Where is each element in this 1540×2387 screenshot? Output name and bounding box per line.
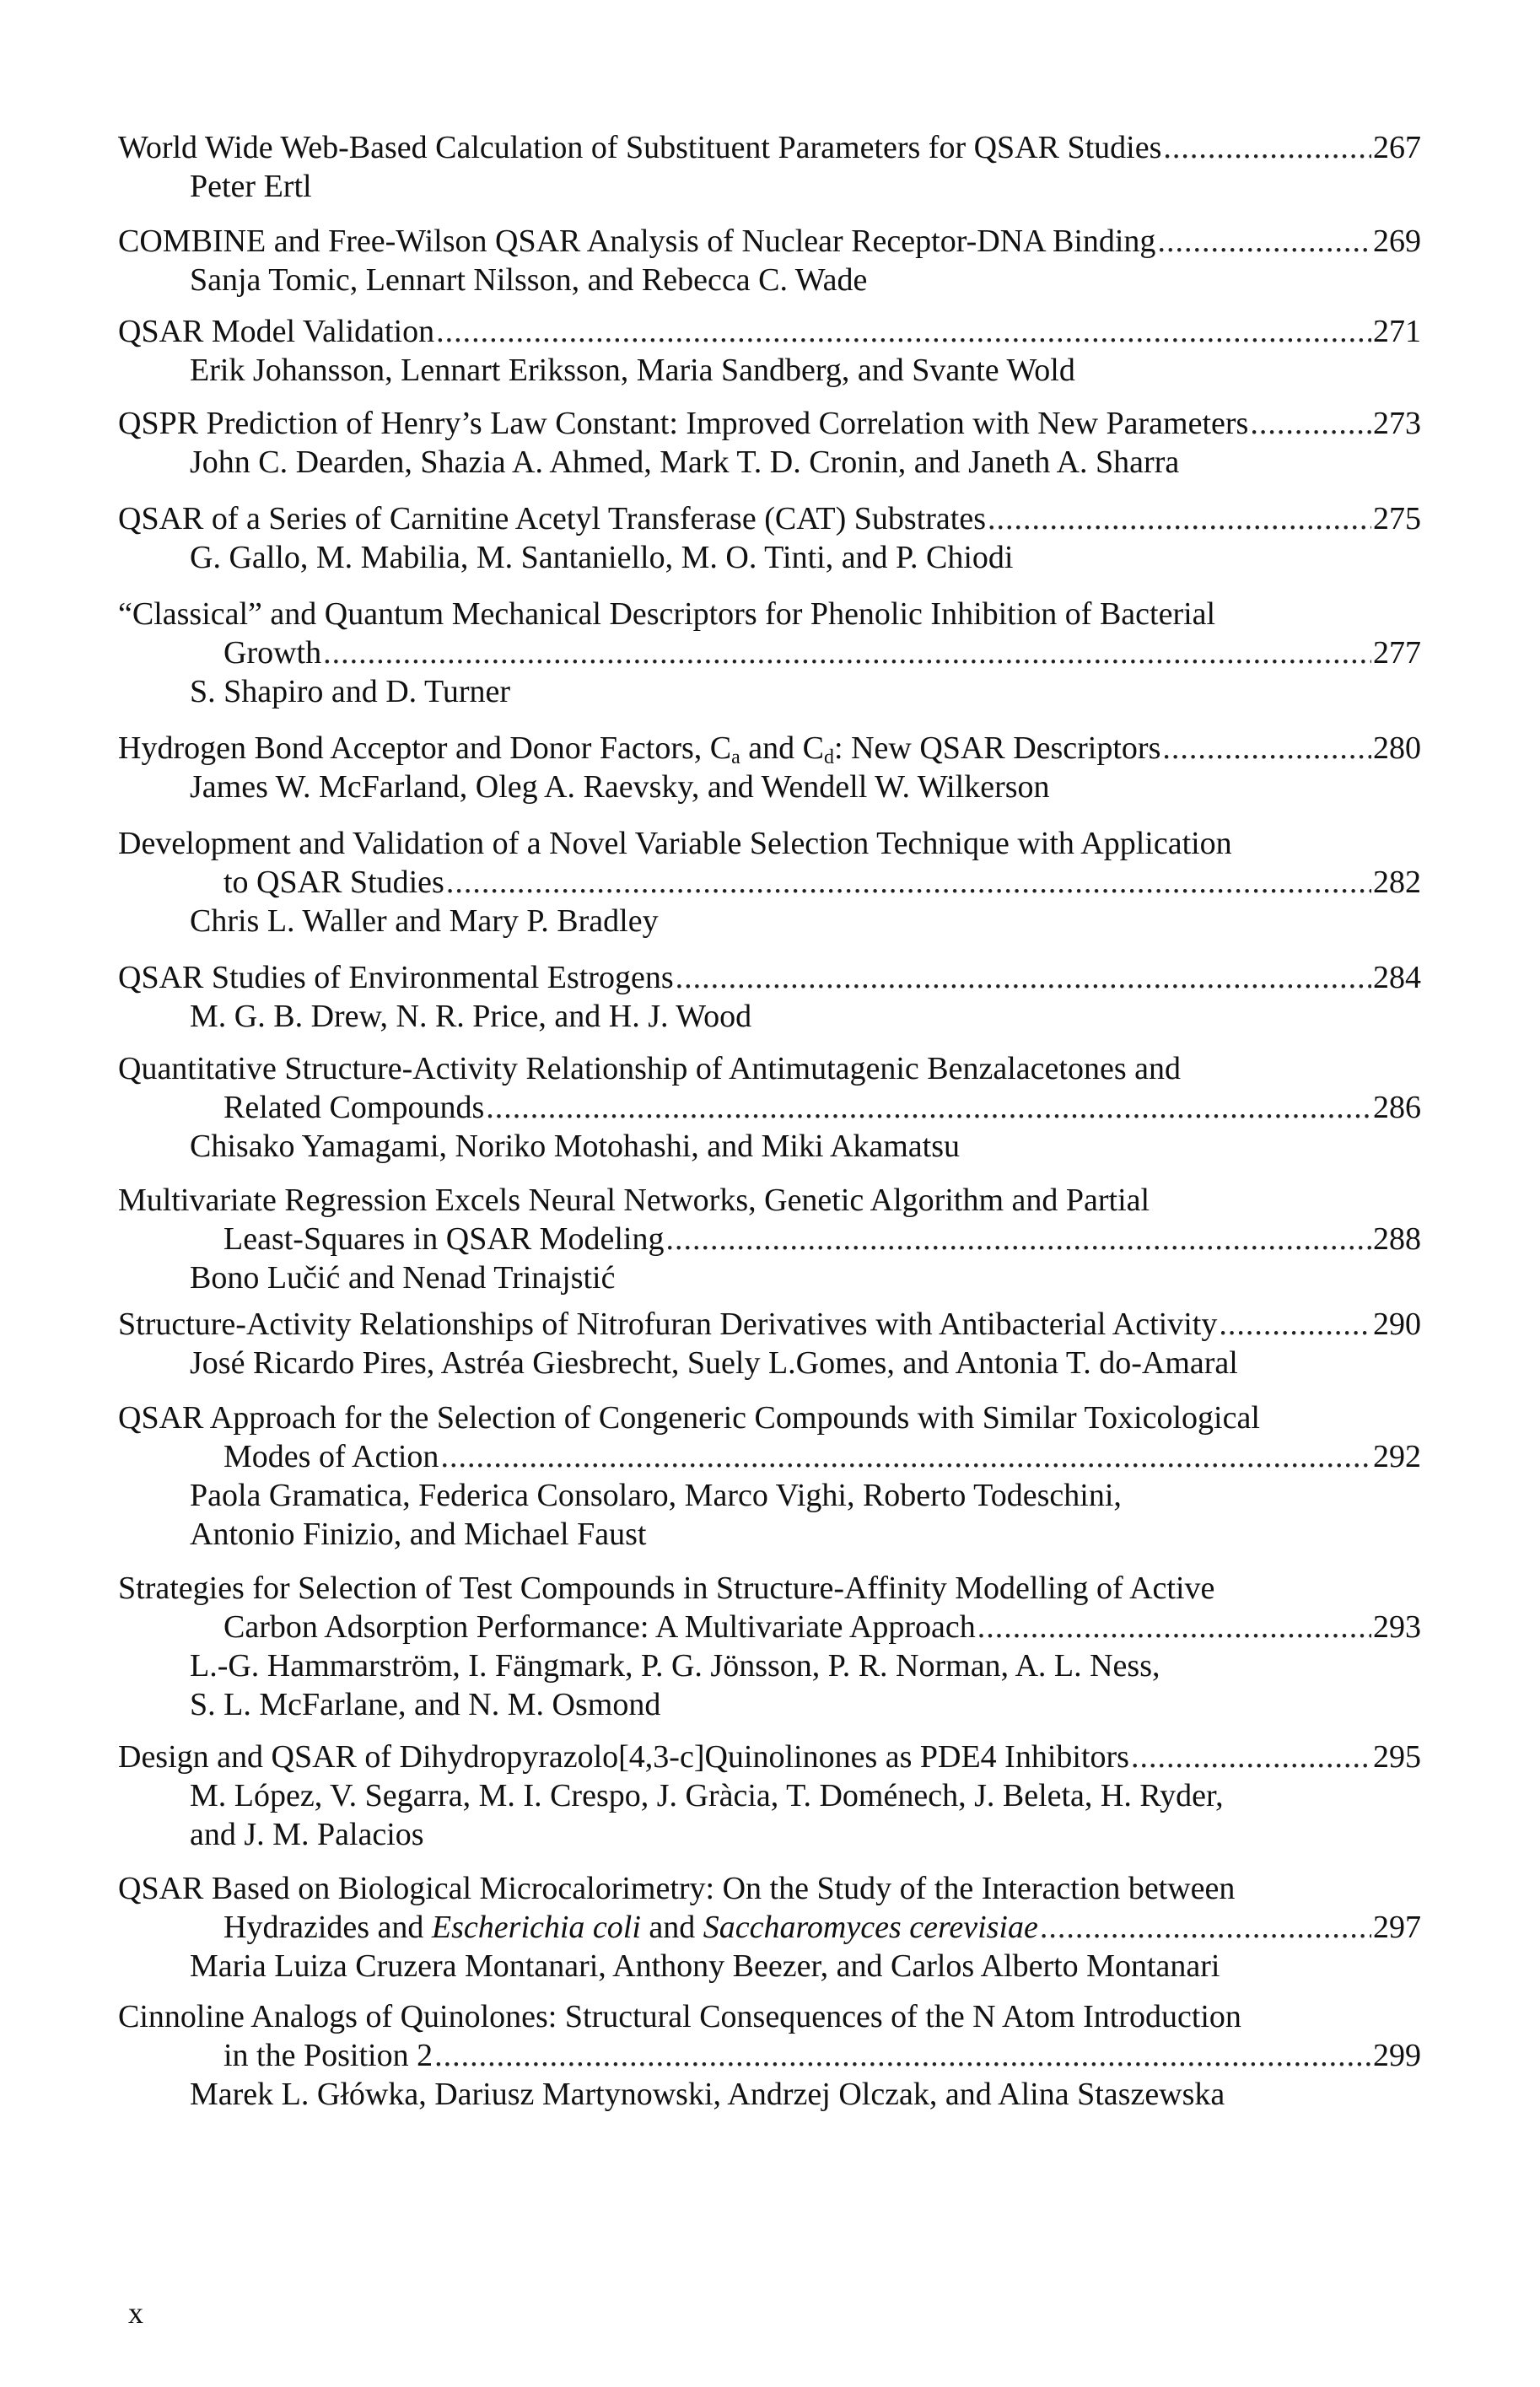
toc-entry: [118, 729, 1421, 806]
page-number: 286: [1373, 1090, 1421, 1125]
dot-leader: [440, 1437, 1371, 1476]
entry-authors: Sanja Tomic, Lennart Nilsson, and Rebecca C. Wade: [190, 262, 868, 298]
entry-authors: G. Gallo, M. Mabilia, M. Santaniello, M. O. Tinti, and P. Chiodi: [190, 540, 1014, 575]
entry-title: Modes of Action: [223, 1439, 439, 1474]
toc-entry: [118, 1997, 1421, 2114]
entry-title: QSAR Approach for the Selection of Congeneric Compounds with Similar Toxicological: [118, 1400, 1260, 1436]
page-number: 275: [1373, 501, 1421, 536]
entry-authors: L.-G. Hammarström, I. Fängmark, P. G. Jönsson, P. R. Norman, A. L. Ness,: [190, 1648, 1160, 1684]
page-number: 295: [1373, 1739, 1421, 1775]
entry-title: QSAR Studies of Environmental Estrogens: [118, 960, 674, 995]
toc-entry: [118, 958, 1421, 1036]
entry-title: QSAR Based on Biological Microcalorimetry: On the Study of the Interaction between: [118, 1871, 1236, 1906]
entry-authors: Erik Johansson, Lennart Eriksson, Maria Sandberg, and Svante Wold: [190, 353, 1075, 388]
entry-title-line: [118, 863, 1421, 902]
entry-authors: Bono Lučić and Nenad Trinajstić: [190, 1260, 616, 1296]
subscript-d: d: [824, 746, 835, 768]
page-number: 277: [1373, 635, 1421, 671]
toc-entry: [118, 1398, 1421, 1554]
entry-authors: Antonio Finizio, and Michael Faust: [190, 1517, 647, 1552]
page-number: 292: [1373, 1439, 1421, 1474]
entry-title-line: [118, 1608, 1421, 1646]
entry-title: Related Compounds: [223, 1090, 485, 1125]
page-number: 269: [1373, 224, 1421, 259]
entry-title-part: : New QSAR Descriptors: [834, 730, 1161, 766]
dot-leader: [434, 2036, 1371, 2075]
page-number: 273: [1373, 406, 1421, 441]
entry-title-line: [118, 633, 1421, 672]
page-folio: x: [128, 2296, 143, 2330]
dot-leader: [1040, 1908, 1371, 1947]
entry-title-line: [118, 1398, 1421, 1437]
entry-title-part: Hydrogen Bond Acceptor and Donor Factors, C: [118, 730, 732, 766]
entry-title: Growth: [223, 635, 322, 671]
toc-entry: [118, 1049, 1421, 1166]
entry-title: Design and QSAR of Dihydropyrazolo[4,3-c]Quinolinones as PDE4 Inhibitors: [118, 1739, 1129, 1775]
entry-title-line: [118, 729, 1421, 768]
entry-authors: Chris L. Waller and Mary P. Bradley: [190, 903, 659, 939]
page-number: 271: [1373, 314, 1421, 349]
entry-title-line: [118, 1088, 1421, 1127]
dot-leader: [676, 958, 1371, 997]
entry-title-line: [118, 1908, 1421, 1947]
toc-entry: [118, 499, 1421, 577]
entry-title: QSAR of a Series of Carnitine Acetyl Transferase (CAT) Substrates: [118, 501, 987, 536]
toc-entry: [118, 128, 1421, 206]
dot-leader: [1250, 404, 1371, 443]
dot-leader: [486, 1088, 1371, 1127]
entry-title-line: [118, 2036, 1421, 2075]
entry-authors: Marek L. Główka, Dariusz Martynowski, Andrzej Olczak, and Alina Staszewska: [190, 2077, 1225, 2112]
entry-title-part: and: [640, 1910, 703, 1945]
entry-title: Development and Validation of a Novel Variable Selection Technique with Application: [118, 826, 1232, 861]
entry-title: QSPR Prediction of Henry’s Law Constant: Improved Correlation with New Parameters: [118, 406, 1249, 441]
entry-title: Quantitative Structure-Activity Relationship of Antimutagenic Benzalacetones and: [118, 1051, 1181, 1086]
entry-title-part: and C: [740, 730, 825, 766]
entry-authors: M. G. B. Drew, N. R. Price, and H. J. Wood: [190, 999, 752, 1034]
entry-title-line: [118, 128, 1421, 167]
species-name: Saccharomyces cerevisiae: [703, 1910, 1038, 1945]
entry-title: Multivariate Regression Excels Neural Networks, Genetic Algorithm and Partial: [118, 1183, 1150, 1218]
entry-title-line: [118, 1997, 1421, 2036]
entry-title: COMBINE and Free-Wilson QSAR Analysis of Nuclear Receptor-DNA Binding: [118, 224, 1156, 259]
entry-title-line: [118, 1869, 1421, 1908]
dot-leader: [1162, 729, 1371, 768]
entry-authors: James W. McFarland, Oleg A. Raevsky, and Wendell W. Wilkerson: [190, 769, 1050, 805]
entry-title-line: [118, 1049, 1421, 1088]
subscript-a: a: [731, 746, 740, 768]
entry-authors: S. L. McFarlane, and N. M. Osmond: [190, 1687, 661, 1722]
entry-title-line: [118, 1738, 1421, 1776]
toc-entry: [118, 1569, 1421, 1724]
toc-entry: [118, 595, 1421, 711]
toc-entry: [118, 1869, 1421, 1986]
page-number: 267: [1373, 130, 1421, 165]
toc-entry: [118, 1305, 1421, 1382]
entry-title-line: [118, 499, 1421, 538]
entry-title-line: [118, 312, 1421, 351]
entry-title-line: [118, 222, 1421, 261]
entry-title: Carbon Adsorption Performance: A Multivariate Approach: [223, 1609, 976, 1645]
dot-leader: [323, 633, 1371, 672]
entry-authors: Maria Luiza Cruzera Montanari, Anthony Beezer, and Carlos Alberto Montanari: [190, 1948, 1220, 1984]
entry-authors: and J. M. Palacios: [190, 1817, 424, 1852]
toc-entry: [118, 824, 1421, 940]
page-number: 288: [1373, 1221, 1421, 1257]
entry-title: to QSAR Studies: [223, 865, 444, 900]
entry-authors: John C. Dearden, Shazia A. Ahmed, Mark T. D. Cronin, and Janeth A. Sharra: [190, 445, 1180, 480]
entry-title-part: Hydrazides and: [223, 1910, 432, 1945]
entry-authors: Chisako Yamagami, Noriko Motohashi, and Miki Akamatsu: [190, 1129, 961, 1164]
entry-authors: José Ricardo Pires, Astréa Giesbrecht, Suely L.Gomes, and Antonia T. do-Amaral: [190, 1345, 1238, 1381]
entry-title: World Wide Web-Based Calculation of Substituent Parameters for QSAR Studies: [118, 130, 1162, 165]
entry-title-line: [118, 824, 1421, 863]
entry-title-line: [118, 1569, 1421, 1608]
entry-title-line: [118, 1220, 1421, 1258]
dot-leader: [1219, 1305, 1371, 1344]
entry-title: Strategies for Selection of Test Compounds in Structure-Affinity Modelling of Active: [118, 1571, 1215, 1606]
entry-title-line: [118, 1181, 1421, 1220]
dot-leader: [665, 1220, 1371, 1258]
toc-entry: [118, 312, 1421, 390]
dot-leader: [1163, 128, 1371, 167]
entry-title: [223, 1908, 1038, 1947]
entry-title-line: [118, 404, 1421, 443]
entry-title: Cinnoline Analogs of Quinolones: Structural Consequences of the N Atom Introduction: [118, 1999, 1241, 2034]
toc-entry: [118, 1738, 1421, 1854]
entry-authors: Paola Gramatica, Federica Consolaro, Marco Vighi, Roberto Todeschini,: [190, 1478, 1122, 1513]
entry-title-line: [118, 958, 1421, 997]
entry-title-line: [118, 1437, 1421, 1476]
page-number: 297: [1373, 1910, 1421, 1945]
species-name: Escherichia coli: [431, 1910, 641, 1945]
entry-title: QSAR Model Validation: [118, 314, 435, 349]
dot-leader: [446, 863, 1371, 902]
entry-title-line: [118, 595, 1421, 633]
entry-title: Least-Squares in QSAR Modeling: [223, 1221, 665, 1257]
entry-title: Structure-Activity Relationships of Nitrofuran Derivatives with Antibacterial Activity: [118, 1307, 1218, 1342]
entry-title: [118, 729, 1160, 768]
page-number: 280: [1373, 730, 1421, 766]
entry-title: in the Position 2: [223, 2038, 433, 2073]
page-number: 293: [1373, 1609, 1421, 1645]
dot-leader: [1157, 222, 1371, 261]
dot-leader: [436, 312, 1371, 351]
entry-authors: S. Shapiro and D. Turner: [190, 674, 511, 709]
page-number: 284: [1373, 960, 1421, 995]
page-number: 299: [1373, 2038, 1421, 2073]
dot-leader: [977, 1608, 1371, 1646]
dot-leader: [1131, 1738, 1371, 1776]
entry-authors: Peter Ertl: [190, 169, 312, 204]
entry-title: “Classical” and Quantum Mechanical Descriptors for Phenolic Inhibition of Bacterial: [118, 596, 1216, 632]
toc-entry: [118, 1181, 1421, 1297]
dot-leader: [988, 499, 1371, 538]
toc-entry: [118, 222, 1421, 299]
page-number: 282: [1373, 865, 1421, 900]
entry-authors: M. López, V. Segarra, M. I. Crespo, J. Gràcia, T. Doménech, J. Beleta, H. Ryder,: [190, 1778, 1224, 1813]
toc-entry: [118, 404, 1421, 482]
entry-title-line: [118, 1305, 1421, 1344]
page-number: 290: [1373, 1307, 1421, 1342]
